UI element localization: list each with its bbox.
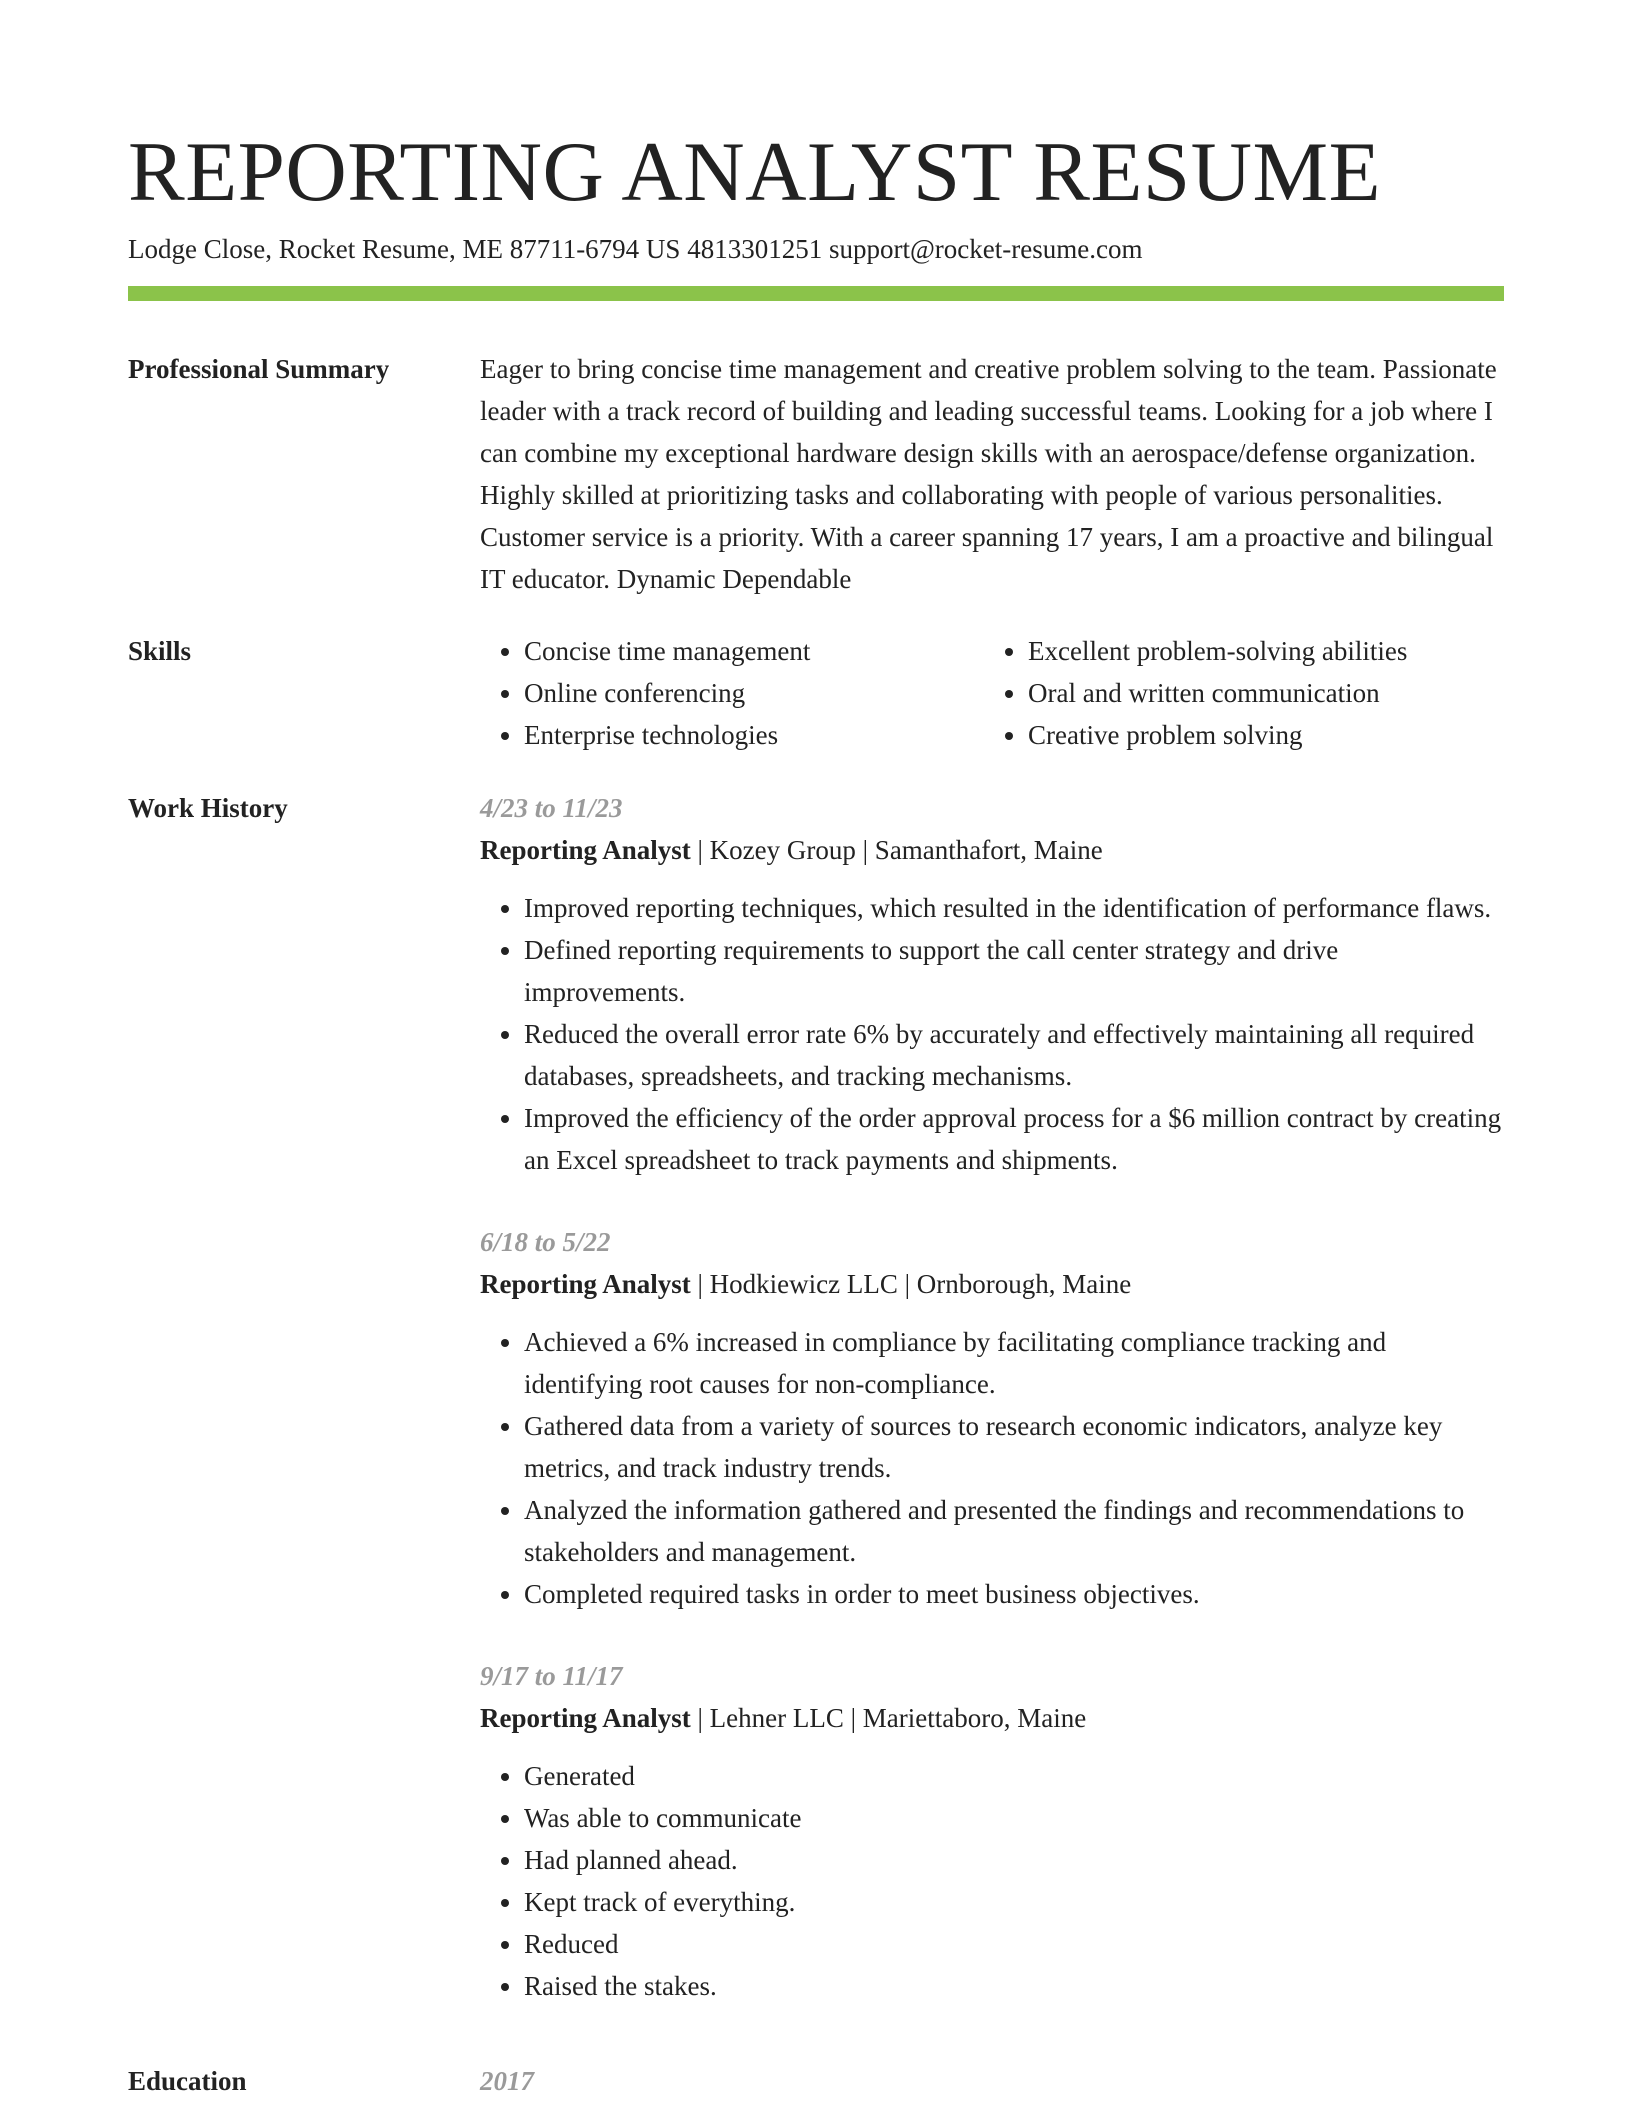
skills-body (480, 630, 1504, 756)
job-bullet: • Generated (524, 1755, 1504, 1797)
job-bullet: • Improved reporting techniques, which resulted in the identification of performance flaws. (524, 887, 1504, 929)
skills-label: Skills (128, 636, 192, 666)
skills-list-left (480, 630, 984, 756)
job-bullet: • Had planned ahead. (524, 1839, 1504, 1881)
job-bullet: • Kept track of everything. (524, 1881, 1504, 1923)
job-date: 9/17 to 11/17 (480, 1661, 623, 1691)
job-date: 4/23 to 11/23 (480, 793, 623, 823)
skills-list-right (984, 630, 1488, 756)
job-bullet: • Completed required tasks in order to meet business objectives. (524, 1573, 1504, 1615)
job-heading (480, 1263, 1504, 1305)
header-divider (128, 286, 1504, 301)
job-date: 6/18 to 5/22 (480, 1227, 611, 1257)
job-bullets (480, 887, 1504, 1181)
job-bullet: • Gathered data from a variety of sources to research economic indicators, analyze key metrics, and track industry trends. (524, 1405, 1504, 1489)
job-details: | Hodkiewicz LLC | Ornborough, Maine (690, 1269, 1132, 1299)
contact-line: Lodge Close, Rocket Resume, ME 87711-6794 US 4813301251 support@rocket-resume.com (128, 234, 1143, 264)
education-date: 2017 (480, 2066, 534, 2096)
job-details: | Lehner LLC | Mariettaboro, Maine (690, 1703, 1087, 1733)
job-title: Reporting Analyst (480, 1703, 691, 1733)
education-label: Education (128, 2066, 247, 2096)
job-bullet: • Raised the stakes. (524, 1965, 1504, 2007)
job-bullets (480, 1755, 1504, 2007)
skill-item: • Online conferencing (524, 672, 984, 714)
job-bullet: • Was able to communicate (524, 1797, 1504, 1839)
skill-item: • Concise time management (524, 630, 984, 672)
education-body (480, 2060, 1504, 2102)
summary-text: Eager to bring concise time management and creative problem solving to the team. Passionate leader with a track record of building and leading successful teams. Looking for a job where I can combine my exceptional hardware design skills with an aerospace/defense organization. Highly skilled at prioritizing tasks and collaborating with people of various personalities. Customer service is a priority. With a career spanning 17 years, I am a proactive and bilingual IT educator. Dynamic Dependable (480, 354, 1497, 594)
job-bullet: • Achieved a 6% increased in compliance by facilitating compliance tracking and identifying root causes for non-compliance. (524, 1321, 1504, 1405)
job-entry (480, 1655, 1504, 2007)
job-bullet: • Reduced (524, 1923, 1504, 1965)
job-title: Reporting Analyst (480, 835, 691, 865)
skill-item: • Oral and written communication (1028, 672, 1488, 714)
job-title: Reporting Analyst (480, 1269, 691, 1299)
work-history-label: Work History (128, 793, 288, 823)
skill-item: • Enterprise technologies (524, 714, 984, 756)
job-bullets (480, 1321, 1504, 1615)
job-details: | Kozey Group | Samanthafort, Maine (690, 835, 1103, 865)
resume-title: REPORTING ANALYST RESUME (128, 125, 1382, 219)
job-entry (480, 1221, 1504, 1615)
skill-item: • Excellent problem-solving abilities (1028, 630, 1488, 672)
job-entry (480, 787, 1504, 1181)
summary-body (480, 348, 1504, 600)
work-history-body (480, 787, 1504, 2047)
skill-item: • Creative problem solving (1028, 714, 1488, 756)
job-heading (480, 829, 1504, 871)
summary-label: Professional Summary (128, 354, 390, 384)
job-bullet: • Improved the efficiency of the order approval process for a $6 million contract by creating an Excel spreadsheet to track payments and shipments. (524, 1097, 1504, 1181)
job-heading (480, 1697, 1504, 1739)
job-bullet: • Analyzed the information gathered and presented the findings and recommendations to stakeholders and management. (524, 1489, 1504, 1573)
job-bullet: • Defined reporting requirements to support the call center strategy and drive improvements. (524, 929, 1504, 1013)
job-bullet: • Reduced the overall error rate 6% by accurately and effectively maintaining all required databases, spreadsheets, and tracking mechanisms. (524, 1013, 1504, 1097)
